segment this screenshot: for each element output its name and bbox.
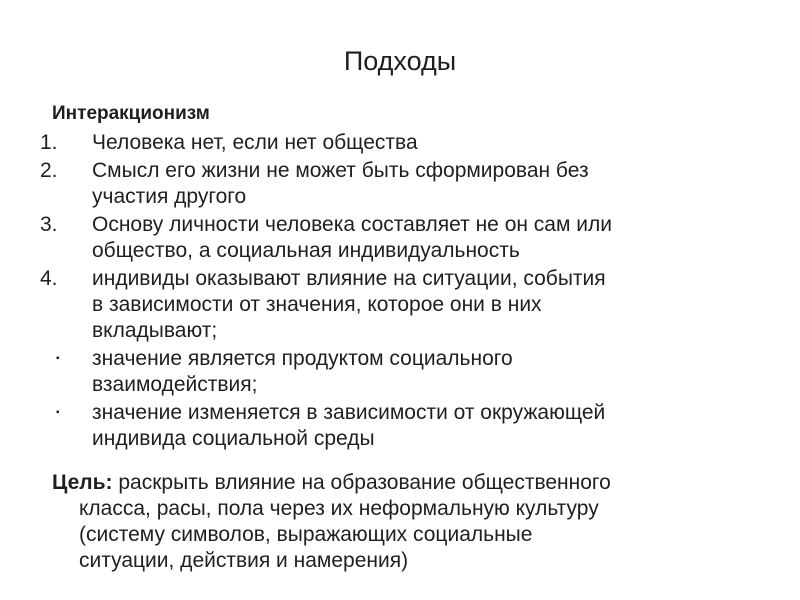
list-number: 4.	[40, 267, 58, 290]
list-item-text: в зависимости от значения, которое они в них	[92, 293, 542, 316]
list-item-text: Основу личности человека составляет не он сам или	[92, 213, 612, 236]
square-bullet-icon: ▪	[56, 407, 60, 418]
bullet-item-text: значение изменяется в зависимости от окружающей	[92, 401, 606, 424]
bullet-item	[0, 346, 800, 398]
list-number: 3.	[40, 213, 58, 236]
list-number: 1.	[40, 131, 58, 154]
bullet-item-text: значение является продуктом социального	[92, 347, 513, 370]
bullet-item	[0, 400, 800, 452]
list-number: 2.	[40, 159, 58, 182]
bullet-item-text: взаимодействия;	[92, 373, 258, 396]
goal-first-line	[52, 470, 772, 496]
list-item-text: участия другого	[92, 185, 247, 208]
goal-text: (систему символов, выражающих социальные	[79, 523, 533, 546]
list-item	[0, 212, 800, 264]
goal-paragraph	[52, 470, 772, 574]
goal-text: раскрыть влияние на образование общественного	[112, 471, 611, 494]
goal-text: ситуации, действия и намерения)	[79, 549, 409, 572]
list-item-text: Человека нет, если нет общества	[92, 131, 418, 154]
list-item	[0, 130, 800, 156]
list-item	[0, 158, 800, 210]
list-item	[0, 266, 800, 344]
list-item-text: общество, а социальная индивидуальность	[92, 239, 520, 262]
goal-text: класса, расы, пола через их неформальную культуру	[79, 497, 599, 520]
bullet-item-text: индивида социальной среды	[92, 427, 375, 450]
list-item-text: вкладывают;	[92, 319, 218, 342]
content-list	[0, 130, 800, 454]
section-heading: Интеракционизм	[52, 103, 210, 124]
square-bullet-icon: ▪	[56, 353, 60, 364]
slide-title: Подходы	[343, 46, 457, 76]
list-item-text: индивиды оказывают влияние на ситуации, события	[92, 267, 606, 290]
goal-label: Цель:	[52, 471, 113, 494]
list-item-text: Смысл его жизни не может быть сформирован без	[92, 159, 589, 182]
